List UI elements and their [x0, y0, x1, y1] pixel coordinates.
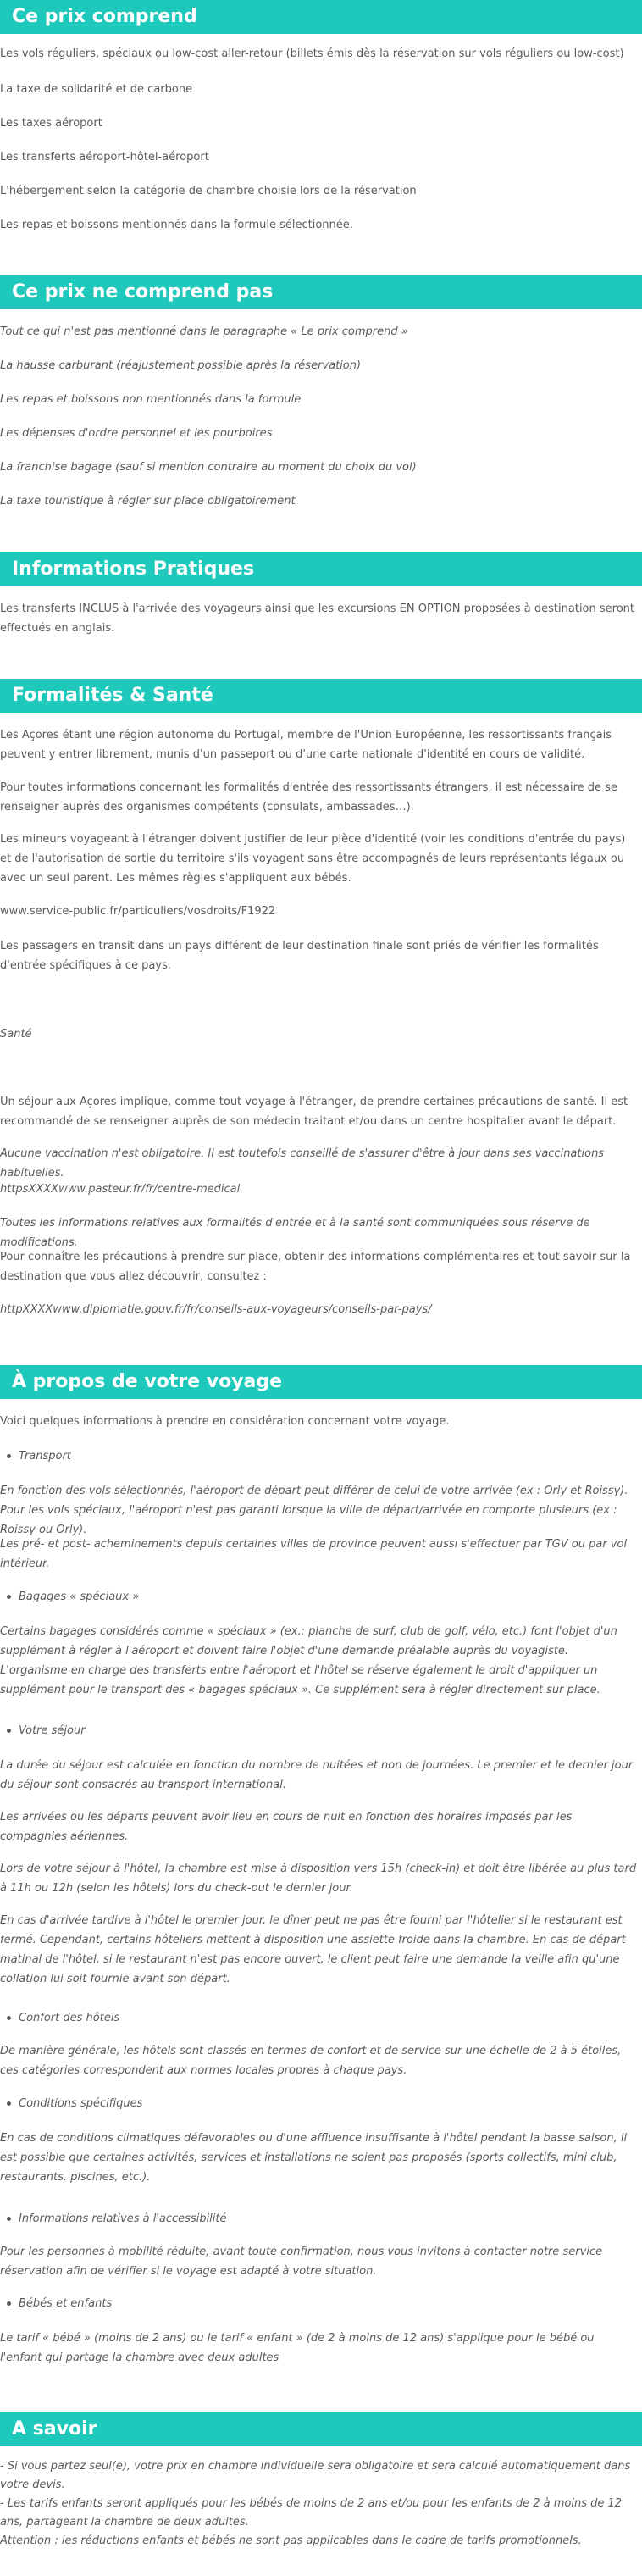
sejour-paragraph: Les arrivées ou les départs peuvent avoir lieu en cours de nuit en fonction des horaires imposés par les compagnies aériennes. — [0, 1811, 573, 1843]
a-savoir-line: - Les tarifs enfants seront appliqués pour les bébés de moins de 2 ans et/ou pour les enfants de 2 à moins de 12 ans, partageant la chambre de deux adultes. — [0, 2497, 623, 2529]
bebes-enfants-paragraph: Le tarif « bébé » (moins de 2 ans) ou le tarif « enfant » (de 2 à moins de 12 ans) s'applique pour le bébé ou l'enfant qui partage la chambre avec deux adultes — [0, 2332, 595, 2364]
bullet-accessibilite: Informations relatives à l'accessibilité — [19, 2209, 227, 2229]
bullet-conditions: Conditions spécifiques — [19, 2094, 142, 2113]
included-item: La taxe de solidarité et de carbone — [0, 83, 193, 96]
health-paragraph: Aucune vaccination n'est obligatoire. Il est toutefois conseillé de s'assurer d'être à jour dans ses vaccinations habituelles. — [0, 1147, 605, 1180]
formalities-paragraph: Pour toutes informations concernant les formalités d'entrée des ressortissants étrangers, il est nécessaire de se renseigner auprès des organismes compétents (consulats, ambassades…). — [0, 781, 617, 813]
included-item: Les vols réguliers, spéciaux ou low-cost aller-retour (billets émis dès la réservation sur vols réguliers ou low-cost) — [0, 47, 624, 60]
voyage-intro: Voici quelques informations à prendre en considération concernant votre voyage. — [0, 1415, 450, 1428]
included-item: Les repas et boissons mentionnés dans la formule sélectionnée. — [0, 219, 353, 231]
section-header-a-propos-voyage: À propos de votre voyage — [0, 1365, 642, 1399]
health-paragraph: Un séjour aux Açores implique, comme tout voyage à l'étranger, de prendre certaines précautions de santé. Il est recommandé de se renseigner auprès de son médecin traitant et/ou dans un centre hospitalier avant le départ. — [0, 1096, 628, 1128]
sejour-paragraph: Lors de votre séjour à l'hôtel, la chambre est mise à disposition vers 15h (check-in) et doit être libérée au plus tard à 11h ou 12h (selon les hôtels) lors du check-out le dernier jour. — [0, 1863, 637, 1895]
included-item: L'hébergement selon la catégorie de chambre choisie lors de la réservation — [0, 185, 417, 197]
bullet-transport: Transport — [19, 1446, 71, 1466]
section-header-informations-pratiques: Informations Pratiques — [0, 552, 642, 586]
health-paragraph: Pour connaître les précautions à prendre sur place, obtenir des informations complémentaires et tout savoir sur la destination que vous allez découvrir, consultez : — [0, 1251, 631, 1283]
pasteur-link: httpsXXXXwww.pasteur.fr/fr/centre-medical — [0, 1183, 241, 1196]
included-item: Les transferts aéroport-hôtel-aéroport — [0, 151, 209, 164]
practical-info-text: Les transferts INCLUS à l'arrivée des voyageurs ainsi que les excursions EN OPTION proposées à destination seront effectués en anglais. — [0, 602, 634, 635]
a-savoir-line: - Si vous partez seul(e), votre prix en chambre individuelle sera obligatoire et sera calculé automatiquement dans votre devis. — [0, 2460, 631, 2491]
bullet-bebes-enfants: Bébés et enfants — [19, 2294, 112, 2313]
diplomatie-link: httpXXXXwww.diplomatie.gouv.fr/fr/conseils-aux-voyageurs/conseils-par-pays/ — [0, 1303, 432, 1316]
section-header-prix-ne-comprend-pas: Ce prix ne comprend pas — [0, 275, 642, 309]
section-header-a-savoir: A savoir — [0, 2412, 642, 2446]
a-savoir-line: Attention : les réductions enfants et bébés ne sont pas applicables dans le cadre de tarifs promotionnels. — [0, 2534, 582, 2547]
section-header-formalites-sante: Formalités & Santé — [0, 679, 642, 713]
bullet-confort: Confort des hôtels — [19, 2008, 119, 2028]
transport-paragraph: En fonction des vols sélectionnés, l'aéroport de départ peut différer de celui de votre arrivée (ex : Orly et Roissy). Pour les vols spéciaux, l'aéroport n'est pas garanti lorsque la ville de départ/arrivée en comporte plusieurs (ex : Roissy ou Orly). — [0, 1485, 628, 1536]
conditions-paragraph: En cas de conditions climatiques défavorables ou d'une affluence insuffisante à l'hôtel pendant la basse saison, il est possible que certaines activités, services et installations ne soient pas proposés (sports collectifs, mini club, restaurants, piscines, etc.). — [0, 2132, 628, 2184]
excluded-item: Tout ce qui n'est pas mentionné dans le paragraphe « Le prix comprend » — [0, 325, 408, 338]
excluded-item: Les dépenses d'ordre personnel et les pourboires — [0, 427, 273, 440]
excluded-item: La hausse carburant (réajustement possible après la réservation) — [0, 359, 362, 372]
formalities-paragraph: Les passagers en transit dans un pays différent de leur destination finale sont priés de vérifier les formalités d'entrée spécifiques à ce pays. — [0, 940, 599, 972]
included-item: Les taxes aéroport — [0, 117, 102, 130]
formalities-paragraph: Les mineurs voyageant à l'étranger doivent justifier de leur pièce d'identité (voir les conditions d'entrée du pays) et de l'autorisation de sortie du territoire s'ils voyagent sans être accompagnés de leurs représentants légaux ou avec un seul parent. Les mêmes règles s'appliquent aux bébés. — [0, 833, 626, 885]
health-paragraph: Toutes les informations relatives aux formalités d'entrée et à la santé sont communiquées sous réserve de modifications. — [0, 1217, 590, 1249]
bagages-paragraph: Certains bagages considérés comme « spéciaux » (ex.: planche de surf, club de golf, vélo, etc.) font l'objet d'un supplément à régler à l'aéroport et doivent faire l'objet d'une demande préalable auprès du voyagiste. L'organisme en charge des transferts entre l'aéroport et l'hôtel se réserve également le droit d'appliquer un supplément pour le transport des « bagages spéciaux ». Ce supplément sera à régler directement sur place. — [0, 1625, 617, 1696]
health-subheading: Santé — [0, 1028, 32, 1041]
sejour-paragraph: La durée du séjour est calculée en fonction du nombre de nuitées et non de journées. Le premier et le dernier jour du séjour sont consacrés au transport international. — [0, 1759, 634, 1791]
formalities-paragraph: Les Açores étant une région autonome du Portugal, membre de l'Union Européenne, les ressortissants français peuvent y entrer librement, munis d'un passeport ou d'une carte nationale d'identité en cours de validité. — [0, 729, 612, 761]
accessibilite-paragraph: Pour les personnes à mobilité réduite, avant toute confirmation, nous vous invitons à contacter notre service réservation afin de vérifier si le voyage est adapté à votre situation. — [0, 2246, 603, 2278]
section-header-prix-comprend: Ce prix comprend — [0, 0, 642, 34]
bullet-bagages: Bagages « spéciaux » — [19, 1587, 139, 1607]
excluded-item: La franchise bagage (sauf si mention contraire au moment du choix du vol) — [0, 461, 417, 474]
excluded-item: Les repas et boissons non mentionnés dans la formule — [0, 393, 302, 406]
excluded-item: La taxe touristique à régler sur place obligatoirement — [0, 495, 296, 508]
bullet-sejour: Votre séjour — [19, 1721, 86, 1740]
service-public-link: www.service-public.fr/particuliers/vosdroits/F1922 — [0, 905, 276, 918]
sejour-paragraph: En cas d'arrivée tardive à l'hôtel le premier jour, le dîner peut ne pas être fourni par l'hôtelier si le restaurant est fermé. Cependant, certains hôteliers mettent à disposition une assiette froide dans la chambre. En cas de départ matinal de l'hôtel, si le restaurant n'est pas encore ouvert, le client peut faire une demande la veille afin qu'une collation lui soit fournie avant son départ. — [0, 1914, 626, 1985]
confort-paragraph: De manière générale, les hôtels sont classés en termes de confort et de service sur une échelle de 2 à 5 étoiles, ces catégories correspondent aux normes locales propres à chaque pays. — [0, 2045, 622, 2077]
transport-paragraph: Les pré- et post- acheminements depuis certaines villes de province peuvent aussi s'effectuer par TGV ou par vol intérieur. — [0, 1538, 628, 1570]
